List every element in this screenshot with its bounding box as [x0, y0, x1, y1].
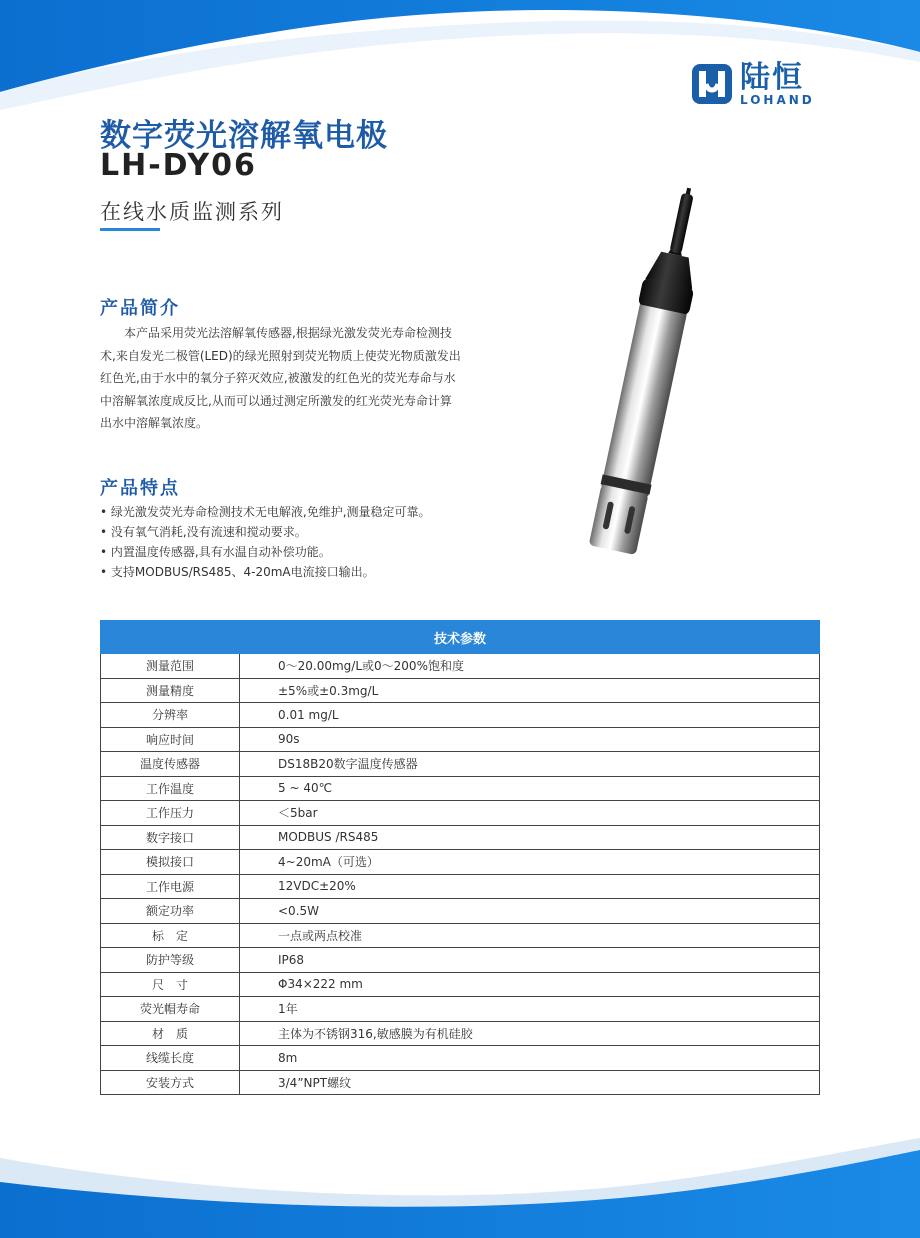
table-row: [101, 752, 820, 777]
spec-label: 额定功率: [101, 899, 240, 924]
spec-value: 4~20mA（可选）: [240, 850, 820, 875]
table-row: [101, 850, 820, 875]
spec-value: 8m: [240, 1046, 820, 1071]
spec-value: 5 ~ 40℃: [240, 776, 820, 801]
table-row: [101, 899, 820, 924]
feature-item: • 支持MODBUS/RS485、4-20mA电流接口输出。: [100, 562, 431, 582]
table-row: [101, 678, 820, 703]
spec-value: 1年: [240, 997, 820, 1022]
table-row: [101, 703, 820, 728]
footer-wave: [0, 1098, 920, 1238]
spec-value: 主体为不锈钢316,敏感膜为有机硅胶: [240, 1021, 820, 1046]
features-list: [100, 502, 431, 582]
spec-value: 3/4”NPT螺纹: [240, 1070, 820, 1095]
table-row: [101, 972, 820, 997]
spec-label: 分辨率: [101, 703, 240, 728]
spec-label: 模拟接口: [101, 850, 240, 875]
spec-table: [100, 620, 820, 1095]
spec-value: IP68: [240, 948, 820, 973]
spec-value: ＜5bar: [240, 801, 820, 826]
intro-text: 本产品采用荧光法溶解氧传感器,根据绿光激发荧光寿命检测技术,来自发光二极管(LED)的绿光照射到荧光物质上使荧光物质激发出红色光,由于水中的氧分子猝灭效应,被激发的红色光的荧光寿命与水中溶解氧浓度成反比,从而可以通过测定所激发的红光荧光寿命计算出水中溶解氧浓度。: [100, 326, 461, 430]
spec-label: 防护等级: [101, 948, 240, 973]
spec-label: 工作电源: [101, 874, 240, 899]
table-row: [101, 923, 820, 948]
feature-item: • 没有氧气消耗,没有流速和搅动要求。: [100, 522, 431, 542]
spec-label: 温度传感器: [101, 752, 240, 777]
table-row: [101, 654, 820, 679]
table-row: [101, 948, 820, 973]
table-row: [101, 727, 820, 752]
spec-label: 荧光帽寿命: [101, 997, 240, 1022]
features-heading: 产品特点: [100, 478, 180, 499]
spec-label: 标 定: [101, 923, 240, 948]
table-row: [101, 801, 820, 826]
spec-value: 90s: [240, 727, 820, 752]
feature-item: • 内置温度传感器,具有水温自动补偿功能。: [100, 542, 431, 562]
product-model: LH-DY06: [100, 148, 257, 183]
table-row: [101, 1070, 820, 1095]
spec-label: 数字接口: [101, 825, 240, 850]
spec-label: 工作压力: [101, 801, 240, 826]
spec-label: 测量精度: [101, 678, 240, 703]
spec-label: 线缆长度: [101, 1046, 240, 1071]
spec-value: DS18B20数字温度传感器: [240, 752, 820, 777]
table-row: [101, 997, 820, 1022]
intro-heading: 产品简介: [100, 298, 180, 319]
spec-value: ±5%或±0.3mg/L: [240, 678, 820, 703]
spec-table-heading: 技术参数: [101, 621, 820, 654]
spec-value: 0.01 mg/L: [240, 703, 820, 728]
spec-value: 0～20.00mg/L或0～200%饱和度: [240, 654, 820, 679]
brand-name-en: LOHAND: [740, 93, 815, 107]
spec-label: 工作温度: [101, 776, 240, 801]
spec-value: MODBUS /RS485: [240, 825, 820, 850]
spec-value: 12VDC±20%: [240, 874, 820, 899]
brand-logo: [690, 62, 815, 106]
table-row: [101, 1021, 820, 1046]
title-underline: [100, 228, 160, 231]
table-row: [101, 776, 820, 801]
spec-label: 安装方式: [101, 1070, 240, 1095]
table-row: [101, 874, 820, 899]
product-series: 在线水质监测系列: [100, 200, 284, 224]
table-row: [101, 1046, 820, 1071]
product-title: 数字荧光溶解氧电极: [100, 118, 388, 154]
spec-label: 材 质: [101, 1021, 240, 1046]
probe-image: [570, 182, 730, 562]
spec-value: 一点或两点校准: [240, 923, 820, 948]
spec-label: 测量范围: [101, 654, 240, 679]
table-row: [101, 825, 820, 850]
spec-label: 尺 寸: [101, 972, 240, 997]
feature-item: • 绿光激发荧光寿命检测技术无电解液,免维护,测量稳定可靠。: [100, 502, 431, 522]
lohand-logo-icon: [690, 62, 734, 106]
spec-value: Φ34×222 mm: [240, 972, 820, 997]
spec-label: 响应时间: [101, 727, 240, 752]
brand-name-cn: 陆恒: [740, 60, 804, 95]
spec-value: <0.5W: [240, 899, 820, 924]
